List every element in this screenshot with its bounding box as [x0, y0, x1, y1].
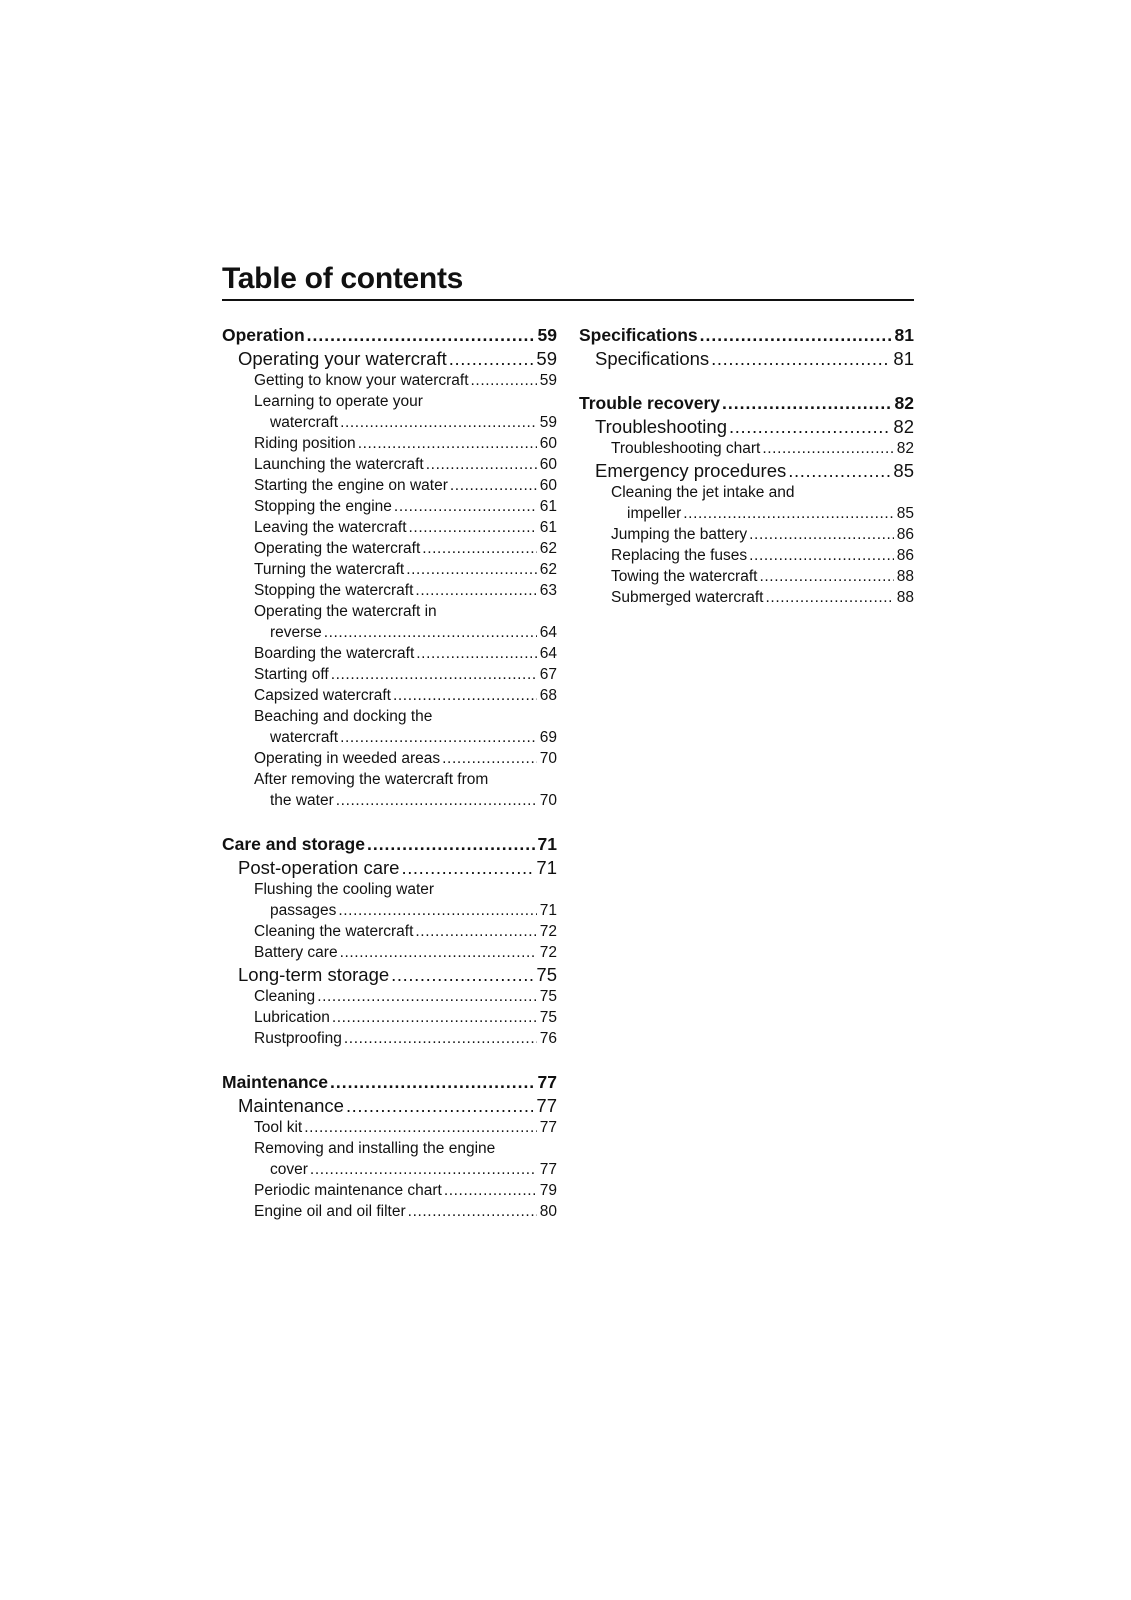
- toc-page-number: 63: [539, 582, 557, 599]
- toc-page-number: 86: [896, 547, 914, 564]
- toc-entry-title: Specifications: [595, 348, 710, 369]
- dot-leader: [331, 664, 537, 685]
- title-divider: [222, 299, 914, 301]
- page-title: Table of contents: [222, 262, 464, 295]
- dot-leader: [749, 545, 894, 566]
- toc-entry-title: Operating the watercraft: [254, 540, 421, 557]
- toc-page-number: 72: [539, 944, 557, 961]
- dot-leader: [711, 347, 890, 370]
- toc-topic-entry[interactable]: [222, 496, 557, 517]
- toc-entry-title: Submerged watercraft: [611, 589, 764, 606]
- toc-page-number: 70: [539, 792, 557, 809]
- toc-entry-title: Specifications: [579, 325, 698, 345]
- toc-topic-entry[interactable]: [222, 790, 557, 811]
- toc-entry-title: Turning the watercraft: [254, 561, 405, 578]
- toc-page-number: 72: [539, 923, 557, 940]
- toc-page-number: 85: [896, 505, 914, 522]
- toc-page-number: 80: [539, 1203, 557, 1220]
- toc-left-column: [222, 324, 557, 1244]
- toc-entry-title: Troubleshooting chart: [611, 440, 761, 457]
- dot-leader: [338, 900, 536, 921]
- toc-topic-wrapped-line[interactable]: Beaching and docking the: [254, 708, 433, 725]
- toc-topic-entry[interactable]: [222, 580, 557, 601]
- toc-entry-title: Battery care: [254, 944, 338, 961]
- toc-topic-wrapped-line[interactable]: Removing and installing the engine: [254, 1140, 496, 1157]
- toc-topic-entry[interactable]: [579, 566, 914, 587]
- toc-entry-title: Stopping the engine: [254, 498, 392, 515]
- toc-page-number: 88: [896, 568, 914, 585]
- toc-page-number: 75: [539, 988, 557, 1005]
- toc-page-number: 60: [539, 477, 557, 494]
- toc-topic-entry[interactable]: [222, 370, 557, 391]
- toc-entry-title: passages: [270, 902, 337, 919]
- dot-leader: [759, 566, 893, 587]
- toc-topic-wrapped-line[interactable]: Cleaning the jet intake and: [611, 484, 795, 501]
- toc-page-number: 81: [894, 325, 914, 345]
- toc-entry-title: Capsized watercraft: [254, 687, 391, 704]
- toc-entry-title: Cleaning: [254, 988, 316, 1005]
- toc-topic-entry[interactable]: [222, 454, 557, 475]
- dot-leader: [762, 438, 893, 459]
- toc-section: [222, 324, 557, 811]
- toc-topic-entry[interactable]: [222, 517, 557, 538]
- dot-leader: [307, 324, 535, 347]
- dot-leader: [683, 503, 893, 524]
- toc-chapter-entry[interactable]: [222, 856, 557, 879]
- toc-page-number: 71: [539, 902, 557, 919]
- dot-leader: [324, 622, 537, 643]
- dot-leader: [401, 856, 533, 879]
- dot-leader: [444, 1180, 537, 1201]
- toc-entry-title: impeller: [627, 505, 682, 522]
- toc-entry-title: watercraft: [270, 729, 339, 746]
- toc-entry-title: reverse: [270, 624, 322, 641]
- toc-page-number: 86: [896, 526, 914, 543]
- toc-entry-title: Tool kit: [254, 1119, 303, 1136]
- toc-page-number: 88: [896, 589, 914, 606]
- dot-leader: [415, 921, 536, 942]
- toc-page-number: 77: [539, 1161, 557, 1178]
- toc-topic-entry[interactable]: [579, 587, 914, 608]
- dot-leader: [340, 727, 537, 748]
- toc-topic-entry[interactable]: [222, 685, 557, 706]
- dot-leader: [450, 475, 537, 496]
- dot-leader: [449, 347, 534, 370]
- toc-entry-title: Maintenance: [222, 1072, 328, 1092]
- toc-topic-entry[interactable]: [222, 1180, 557, 1201]
- dot-leader: [422, 538, 536, 559]
- toc-page-number: 82: [893, 416, 914, 437]
- toc-page-number: 64: [539, 645, 557, 662]
- toc-entry-title: Operating your watercraft: [238, 348, 447, 369]
- toc-entry-title: Care and storage: [222, 834, 365, 854]
- dot-leader: [406, 559, 537, 580]
- toc-topic-entry[interactable]: [222, 559, 557, 580]
- toc-section: [579, 392, 914, 608]
- toc-page-number: 59: [536, 348, 557, 369]
- toc-chapter-entry[interactable]: [222, 1094, 557, 1117]
- toc-entry-title: Leaving the watercraft: [254, 519, 407, 536]
- toc-page-number: 68: [539, 687, 557, 704]
- toc-topic-entry[interactable]: [222, 475, 557, 496]
- toc-entry-title: cover: [270, 1161, 308, 1178]
- dot-leader: [409, 517, 537, 538]
- toc-entry-title: Starting the engine on water: [254, 477, 448, 494]
- toc-topic-entry[interactable]: [222, 900, 557, 921]
- toc-page-number: 67: [539, 666, 557, 683]
- toc-entry-title: Troubleshooting: [595, 416, 727, 437]
- toc-topic-entry[interactable]: [222, 622, 557, 643]
- toc-topic-wrapped-line[interactable]: Learning to operate your: [254, 393, 423, 410]
- toc-section-heading[interactable]: [222, 1071, 557, 1094]
- toc-chapter-entry[interactable]: [222, 963, 557, 986]
- toc-entry-title: Getting to know your watercraft: [254, 372, 469, 389]
- toc-topic-entry[interactable]: [222, 664, 557, 685]
- dot-leader: [358, 433, 537, 454]
- toc-entry-title: Periodic maintenance chart: [254, 1182, 442, 1199]
- dot-leader: [332, 1007, 537, 1028]
- toc-entry-title: Rustproofing: [254, 1030, 342, 1047]
- toc-page-number: 59: [539, 372, 557, 389]
- toc-topic-entry[interactable]: [579, 524, 914, 545]
- toc-entry-title: Replacing the fuses: [611, 547, 748, 564]
- toc-entry-title: Emergency procedures: [595, 460, 787, 481]
- toc-topic-entry[interactable]: [579, 438, 914, 459]
- dot-leader: [340, 942, 537, 963]
- toc-section-heading[interactable]: [222, 324, 557, 347]
- toc-page-number: 77: [539, 1119, 557, 1136]
- toc-entry-title: watercraft: [270, 414, 339, 431]
- dot-leader: [344, 1028, 537, 1049]
- toc-section-heading[interactable]: [222, 833, 557, 856]
- toc-entry-title: Lubrication: [254, 1009, 330, 1026]
- toc-page-number: 60: [539, 456, 557, 473]
- toc-page-number: 75: [536, 964, 557, 985]
- toc-chapter-entry[interactable]: [579, 415, 914, 438]
- dot-leader: [415, 580, 536, 601]
- toc-topic-entry[interactable]: [222, 1159, 557, 1180]
- toc-topic-entry[interactable]: [222, 412, 557, 433]
- dot-leader: [330, 1071, 535, 1094]
- toc-section: [222, 1071, 557, 1222]
- toc-topic-wrapped-line[interactable]: After removing the watercraft from: [254, 771, 489, 788]
- dot-leader: [471, 370, 537, 391]
- dot-leader: [367, 833, 535, 856]
- toc-topic-entry[interactable]: [222, 1201, 557, 1222]
- toc-section-heading[interactable]: [579, 324, 914, 347]
- dot-leader: [442, 748, 537, 769]
- toc-page-number: 69: [539, 729, 557, 746]
- toc-page-number: 71: [537, 834, 557, 854]
- toc-topic-entry[interactable]: [222, 942, 557, 963]
- toc-page-number: 85: [893, 460, 914, 481]
- toc-section: [222, 833, 557, 1049]
- toc-entry-title: Maintenance: [238, 1095, 344, 1116]
- toc-page-number: 70: [539, 750, 557, 767]
- dot-leader: [317, 986, 537, 1007]
- toc-topic-entry[interactable]: [222, 433, 557, 454]
- dot-leader: [304, 1117, 537, 1138]
- toc-page-number: 81: [893, 348, 914, 369]
- toc-topic-entry[interactable]: [579, 503, 914, 524]
- dot-leader: [336, 790, 537, 811]
- dot-leader: [416, 643, 536, 664]
- dot-leader: [393, 685, 537, 706]
- toc-chapter-entry[interactable]: [222, 347, 557, 370]
- dot-leader: [340, 412, 537, 433]
- toc-topic-entry[interactable]: [579, 545, 914, 566]
- toc-entry-title: Boarding the watercraft: [254, 645, 415, 662]
- dot-leader: [310, 1159, 537, 1180]
- toc-entry-title: Operating in weeded areas: [254, 750, 441, 767]
- toc-entry-title: Riding position: [254, 435, 356, 452]
- dot-leader: [766, 587, 894, 608]
- toc-topic-entry[interactable]: [222, 1028, 557, 1049]
- toc-entry-title: Post-operation care: [238, 857, 400, 878]
- toc-entry-title: Jumping the battery: [611, 526, 748, 543]
- toc-page-number: 76: [539, 1030, 557, 1047]
- toc-page-number: 82: [896, 440, 914, 457]
- dot-leader: [391, 963, 533, 986]
- toc-page-number: 59: [539, 414, 557, 431]
- toc-page-number: 79: [539, 1182, 557, 1199]
- toc-entry-title: Operation: [222, 325, 305, 345]
- toc-topic-wrapped-line[interactable]: Operating the watercraft in: [254, 603, 437, 620]
- toc-section-heading[interactable]: [579, 392, 914, 415]
- toc-topic-entry[interactable]: [222, 643, 557, 664]
- toc-page-number: 62: [539, 540, 557, 557]
- toc-chapter-entry[interactable]: [579, 347, 914, 370]
- toc-topic-entry[interactable]: [222, 986, 557, 1007]
- dot-leader: [408, 1201, 537, 1222]
- toc-page-number: 62: [539, 561, 557, 578]
- toc-page-number: 75: [539, 1009, 557, 1026]
- toc-chapter-entry[interactable]: [579, 459, 914, 482]
- toc-topic-entry[interactable]: [222, 748, 557, 769]
- toc-topic-entry[interactable]: [222, 538, 557, 559]
- toc-topic-entry[interactable]: [222, 921, 557, 942]
- dot-leader: [729, 415, 890, 438]
- toc-page-number: 71: [536, 857, 557, 878]
- toc-entry-title: Engine oil and oil filter: [254, 1203, 406, 1220]
- toc-entry-title: Towing the watercraft: [611, 568, 758, 585]
- toc-page-number: 61: [539, 498, 557, 515]
- dot-leader: [722, 392, 891, 415]
- toc-entry-title: Trouble recovery: [579, 393, 721, 413]
- toc-entry-title: Long-term storage: [238, 964, 390, 985]
- toc-section: [579, 324, 914, 370]
- toc-entry-title: the water: [270, 792, 334, 809]
- toc-right-column: [579, 324, 914, 630]
- dot-leader: [749, 524, 894, 545]
- toc-topic-entry[interactable]: [222, 727, 557, 748]
- toc-page-number: 60: [539, 435, 557, 452]
- toc-topic-wrapped-line[interactable]: Flushing the cooling water: [254, 881, 435, 898]
- toc-entry-title: Stopping the watercraft: [254, 582, 414, 599]
- toc-topic-entry[interactable]: [222, 1007, 557, 1028]
- toc-topic-entry[interactable]: [222, 1117, 557, 1138]
- dot-leader: [394, 496, 537, 517]
- toc-entry-title: Cleaning the watercraft: [254, 923, 414, 940]
- toc-page-number: 64: [539, 624, 557, 641]
- dot-leader: [426, 454, 537, 475]
- toc-page-number: 61: [539, 519, 557, 536]
- dot-leader: [700, 324, 892, 347]
- toc-page-number: 82: [894, 393, 914, 413]
- toc-entry-title: Launching the watercraft: [254, 456, 424, 473]
- toc-page-number: 59: [537, 325, 557, 345]
- dot-leader: [788, 459, 890, 482]
- dot-leader: [346, 1094, 533, 1117]
- toc-entry-title: Starting off: [254, 666, 329, 683]
- toc-page-number: 77: [536, 1095, 557, 1116]
- toc-page-number: 77: [537, 1072, 557, 1092]
